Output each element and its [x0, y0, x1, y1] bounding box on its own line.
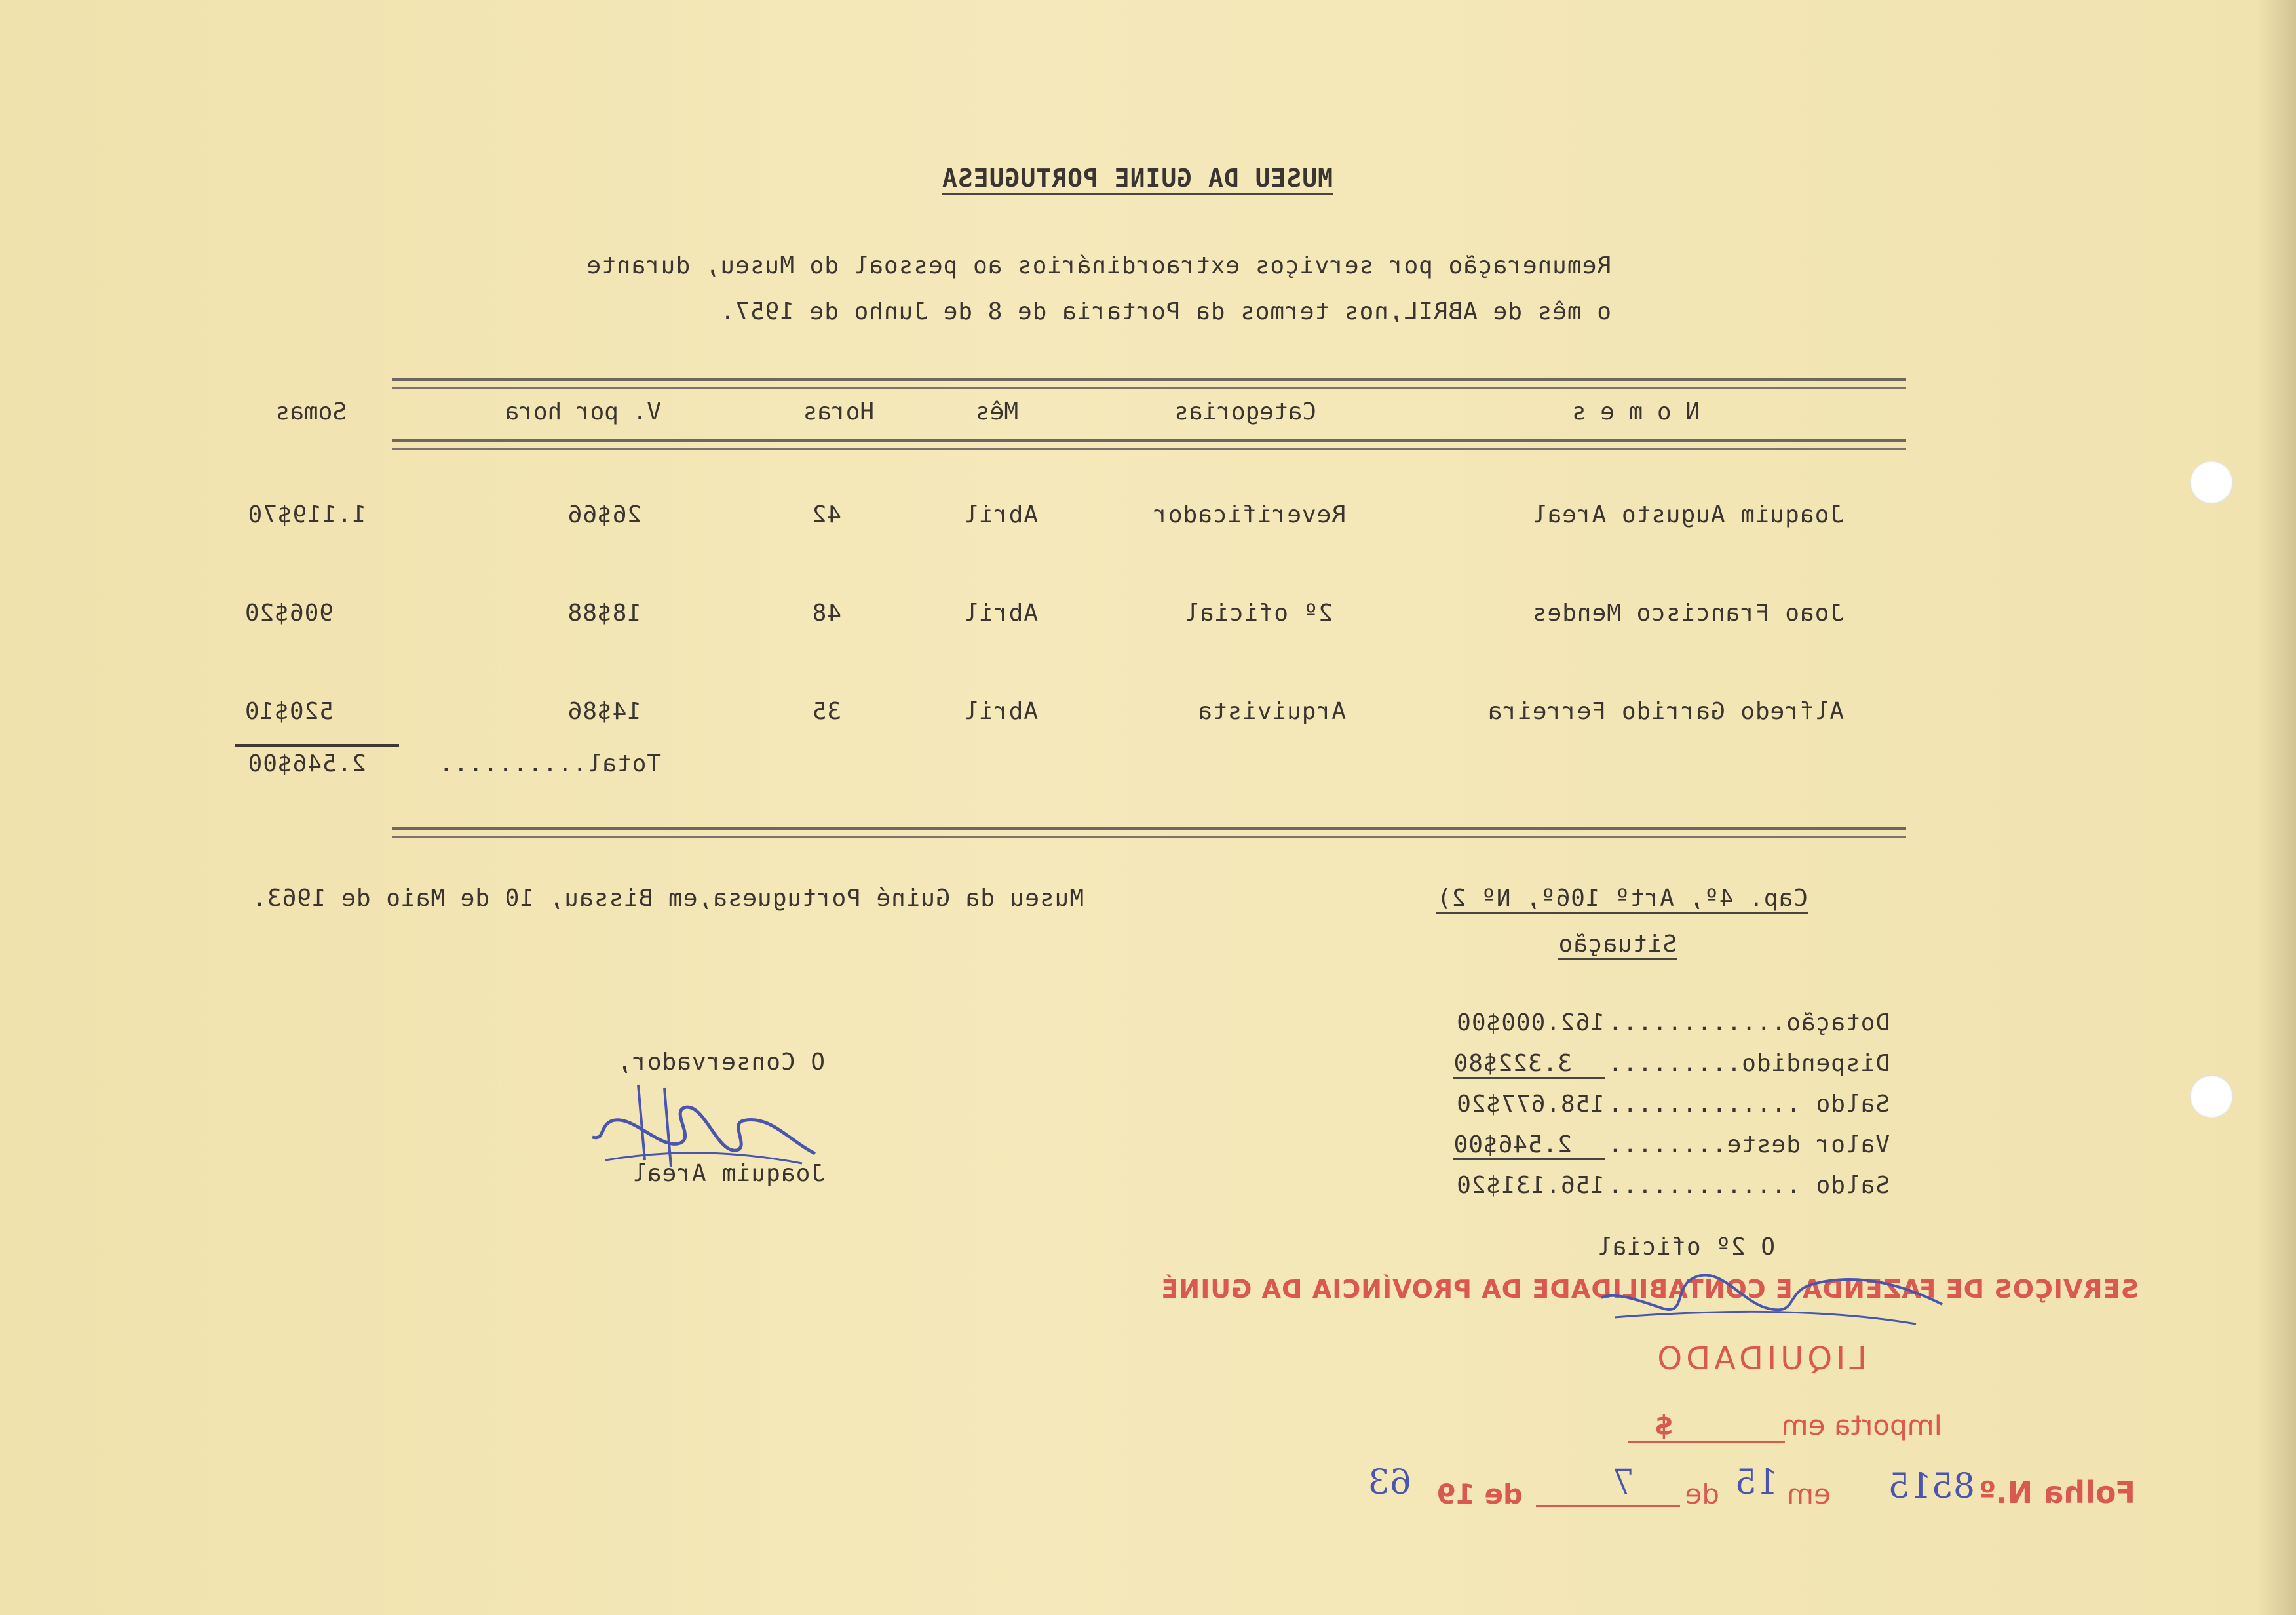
row-3-soma: 520$10 [244, 698, 334, 725]
header-somas: Somas [275, 399, 347, 425]
row-2-nome: Joao Francisco Mendes [1531, 600, 1844, 627]
budget-line-1-label: Dotação............ [1607, 1009, 1890, 1036]
document-title: MUSEU DA GUINE PORTUGUESA [942, 164, 1333, 195]
row-3-mes: Abril [963, 698, 1038, 725]
stamp-de2-label: de 19 [1436, 1478, 1523, 1510]
intro-line-1: Remuneração por serviços extraordinários ao pessoal do Museu, durante [586, 252, 1611, 279]
budget-line-5-value: 156.131$20 [1456, 1172, 1605, 1199]
header-mes: Mês [975, 399, 1018, 425]
budget-line-3-label: Saldo ............. [1607, 1091, 1890, 1118]
stamp-status: LIQUIDADO [1653, 1340, 1867, 1377]
row-1-categoria: Reverificador [1153, 501, 1346, 528]
row-3-valor: 14$86 [567, 698, 641, 725]
row-3-categoria: Arquivista [1197, 698, 1346, 725]
signature-name: Joaquim Areal [632, 1160, 825, 1187]
total-underline [235, 744, 399, 747]
stamp-de1-label: de [1685, 1478, 1719, 1510]
row-1-nome: Joaquim Augusto Areal [1531, 501, 1844, 528]
row-2-valor: 18$88 [567, 600, 641, 627]
stamp-year: 63 [1368, 1463, 1411, 1502]
row-1-soma: 1.119$70 [247, 501, 366, 528]
row-1-mes: Abril [963, 501, 1038, 528]
row-3-nome: Alfredo Garrido Ferreira [1487, 698, 1844, 725]
stamp-folha-label: Folha N.º [1979, 1475, 2135, 1510]
intro-line-2: o mês de ABRIL,nos termos da Portaria de 8 de Junho de 1957. [719, 298, 1611, 325]
row-2-mes: Abril [963, 600, 1038, 627]
stamp-month-line [1536, 1505, 1680, 1507]
stamp-day: 15 [1734, 1463, 1778, 1502]
place-date: Museu da Guiné Portuguesa,em Bissau, 10 de Maio de 1963. [252, 885, 1084, 912]
row-2-soma: 906$20 [244, 600, 334, 627]
budget-line-4-value: 2.546$00 [1453, 1131, 1605, 1160]
row-2-categoria: 2º oficial [1184, 600, 1333, 627]
punch-hole-top [2190, 461, 2233, 504]
table-top-rule [392, 378, 1906, 389]
header-categorias: Categorias [1174, 399, 1316, 425]
header-valor: V. por hora [505, 399, 661, 425]
total-label: Total.......... [438, 750, 661, 777]
folha-number: 8515 [1888, 1467, 1975, 1506]
stamp-importa-line [1628, 1441, 1785, 1443]
row-2-horas: 48 [811, 600, 841, 627]
budget-line-4-label: Valor deste........ [1607, 1131, 1890, 1158]
stamp-header: SERVIÇOS DE FAZENDA E CONTABILIDADE DA PROVÍNCIA DA GUINÉ [1160, 1275, 2139, 1304]
row-1-valor: 26$66 [567, 501, 641, 528]
budget-reference: Cap. 4º, Artº 106º, Nº 2) [1436, 885, 1808, 914]
stamp-month: 7 [1612, 1463, 1634, 1502]
paper-edge-shadow [2257, 0, 2296, 1615]
signature-role: O Conservador, [617, 1049, 825, 1076]
budget-line-3-value: 158.677$20 [1456, 1091, 1605, 1118]
budget-line-5-label: Saldo ............. [1607, 1172, 1890, 1199]
table-header-rule [392, 439, 1906, 450]
handwritten-signature [579, 1075, 828, 1180]
budget-line-2-label: Dispendido......... [1607, 1050, 1890, 1077]
situacao-heading: Situação [1558, 931, 1677, 960]
row-1-horas: 42 [811, 501, 841, 528]
table-bottom-rule [392, 827, 1906, 838]
budget-line-2-value: 3.322$80 [1453, 1050, 1605, 1079]
budget-signer: O 2º oficial [1596, 1234, 1775, 1260]
stamp-importa-sign: $ [1654, 1409, 1674, 1441]
stamp-initials [1588, 1245, 1955, 1344]
row-3-horas: 35 [811, 698, 841, 725]
stamp-em-label: em [1787, 1478, 1831, 1510]
header-nomes: N o m e s [1571, 399, 1700, 425]
total-value: 2.546$00 [247, 750, 366, 777]
header-horas: Horas [803, 399, 874, 425]
budget-line-1-value: 162.000$00 [1456, 1009, 1605, 1036]
stamp-importa-label: Importa em [1781, 1409, 1942, 1441]
punch-hole-bottom [2190, 1075, 2233, 1118]
